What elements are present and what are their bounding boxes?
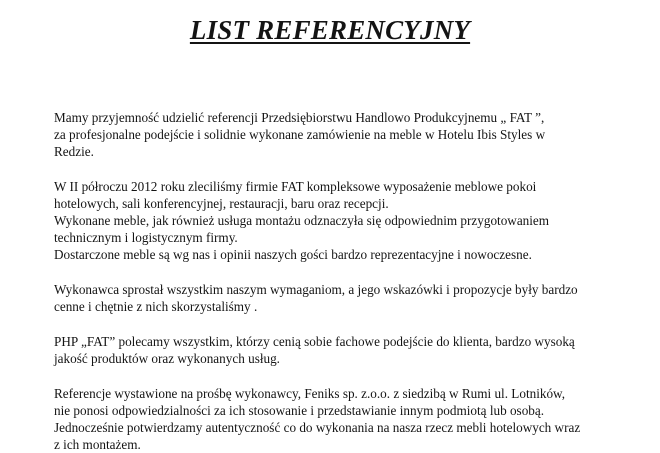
text-line: z ich montażem.	[54, 437, 141, 452]
text-line: PHP „FAT” polecamy wszystkim, którzy cenią sobie fachowe podejście do klienta, bardzo wysoką	[54, 334, 575, 349]
text-line: Mamy przyjemność udzielić referencji Przedsiębiorstwu Handlowo Produkcyjnemu „ FAT ”,	[54, 110, 545, 125]
text-line: Redzie.	[54, 144, 94, 159]
paragraph-gap	[54, 367, 614, 385]
document-title: LIST REFERENCYJNY	[189, 15, 471, 45]
text-line: Wykonane meble, jak również usługa montażu odznaczyła się odpowiednim przygotowaniem	[54, 213, 550, 228]
paragraph-reference-intro	[54, 109, 614, 160]
text-line: Jednocześnie potwierdzamy autentyczność co do wykonania na nasza rzecz mebli hotelowych wraz	[54, 420, 581, 435]
text-line: jakość produktów oraz wykonanych usług.	[54, 351, 280, 366]
paragraph-gap	[54, 263, 614, 281]
paragraph-recommendation	[54, 333, 614, 367]
text-line: technicznym i logistycznym firmy.	[54, 230, 238, 245]
paragraph-contractor-assessment	[54, 281, 614, 315]
text-line: za profesjonalne podejście i solidnie wykonane zamówienie na meble w Hotelu Ibis Styles w	[54, 127, 546, 142]
document-body	[54, 109, 614, 453]
paragraph-gap	[54, 160, 614, 178]
text-line: Referencje wystawione na prośbę wykonawcy, Feniks sp. z.o.o. z siedzibą w Rumi ul. Lotników,	[54, 386, 566, 401]
text-line: Wykonawca sprostał wszystkim naszym wymaganiom, a jego wskazówki i propozycje były bardzo	[54, 282, 578, 297]
text-line: W II półroczu 2012 roku zleciliśmy firmie FAT kompleksowe wyposażenie meblowe pokoi	[54, 179, 537, 194]
text-line: Dostarczone meble są wg nas i opinii naszych gości bardzo reprezentacyjne i nowoczesne.	[54, 247, 532, 262]
text-line: hotelowych, sali konferencyjnej, restauracji, baru oraz recepcji.	[54, 196, 389, 211]
text-line: cenne i chętnie z nich skorzystaliśmy .	[54, 299, 258, 314]
paragraph-disclaimer	[54, 385, 614, 453]
paragraph-gap	[54, 315, 614, 333]
paragraph-order-details	[54, 178, 614, 263]
text-line: nie ponosi odpowiedzialności za ich stosowanie i przedstawianie innym podmiotą lub osobą.	[54, 403, 545, 418]
